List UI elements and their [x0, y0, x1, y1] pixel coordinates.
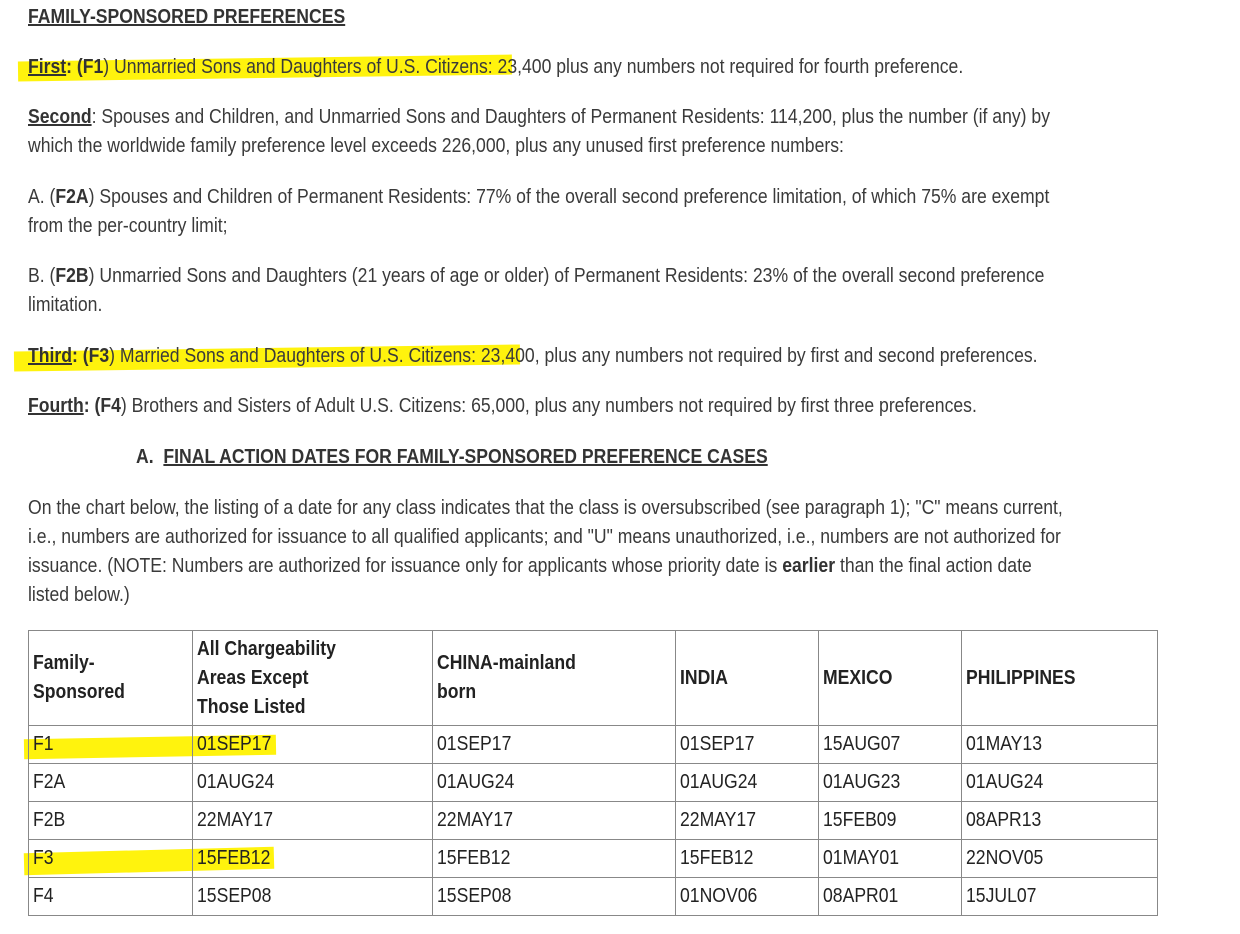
first-preference [28, 53, 963, 82]
table-cell-text: 01AUG24 [197, 771, 275, 793]
column-header-text: MEXICO [823, 666, 893, 689]
table-cell [29, 764, 193, 802]
table-cell-text: 08APR01 [823, 885, 899, 907]
third-code-open: : ( [72, 345, 89, 367]
page-heading: FAMILY-SPONSORED PREFERENCES [28, 6, 346, 28]
table-cell [193, 802, 433, 840]
column-header [962, 631, 1158, 726]
table-cell-text: 01SEP17 [197, 733, 272, 755]
table-cell-text: F3 [33, 847, 54, 869]
table-cell [676, 878, 819, 916]
table-cell-text: 15JUL07 [966, 885, 1037, 907]
column-header-text: Sponsored [33, 681, 125, 703]
table-cell [433, 840, 676, 878]
table-cell [29, 840, 193, 878]
first-code-open: : ( [66, 56, 83, 78]
table-cell [962, 878, 1158, 916]
second-line1: : Spouses and Children, and Unmarried Sons and Daughters of Permanent Residents: 114,200, plus the number (if any) by [91, 106, 1051, 128]
f2a-code: F2A [55, 186, 89, 208]
table-cell-text: 01SEP17 [680, 733, 755, 755]
column-header-text: INDIA [680, 666, 728, 689]
column-header-text: born [437, 681, 477, 703]
table-cell-text: 15SEP08 [437, 885, 512, 907]
table-row [29, 878, 1158, 916]
third-code: F3 [88, 345, 110, 367]
table-cell-text: 15FEB09 [823, 809, 897, 831]
intro-line3-bold: earlier [782, 555, 836, 577]
f2b-code: F2B [55, 265, 89, 287]
intro-line1: On the chart below, the listing of a date for any class indicates that the class is oversubscribed (see paragraph 1); "C" means current, [28, 497, 1063, 519]
table-cell-text: F4 [33, 885, 54, 907]
section-a-heading [136, 443, 768, 472]
table-cell-text: F2B [33, 809, 66, 831]
first-text-b: : 23,400 plus any numbers not required for fourth preference. [487, 56, 964, 78]
table-cell [29, 802, 193, 840]
second-preference-line2: which the worldwide family preference level exceeds 226,000, plus any unused first preference numbers: [28, 135, 844, 157]
table-cell [193, 840, 433, 878]
table-cell-text: 15SEP08 [197, 885, 272, 907]
table-cell-text: 01AUG24 [680, 771, 758, 793]
fourth-text: ) Brothers and Sisters of Adult U.S. Citizens: 65,000, plus any numbers not required by first three preferences. [120, 395, 977, 417]
table-cell [676, 764, 819, 802]
table-cell-text: 01MAY13 [966, 733, 1042, 755]
first-code: F1 [82, 56, 104, 78]
table-cell [193, 726, 433, 764]
table-cell [962, 726, 1158, 764]
column-header [676, 631, 819, 726]
column-header-text: All Chargeability [197, 637, 336, 660]
first-text-a: ) Unmarried Sons and Daughters of U.S. Citizens [103, 56, 488, 78]
column-header-text: Areas Except [197, 666, 309, 689]
intro-line4: listed below.) [28, 584, 130, 606]
table-cell [962, 840, 1158, 878]
section-a-letter: A. [136, 446, 154, 468]
f2a-line2: from the per-country limit; [28, 215, 228, 237]
table-cell [193, 878, 433, 916]
table-cell [962, 802, 1158, 840]
column-header-text: PHILIPPINES [966, 666, 1076, 689]
column-header-text: Those Listed [197, 695, 306, 718]
table-cell-text: 22NOV05 [966, 847, 1044, 869]
column-header-text: CHINA-mainland [437, 652, 576, 674]
column-header [819, 631, 962, 726]
f2a-text: ) Spouses and Children of Permanent Residents: 77% of the overall second preference limitation, of which 75% are exempt [88, 186, 1050, 208]
fourth-preference [28, 392, 977, 421]
table-cell-text: 22MAY17 [197, 809, 273, 831]
column-header [193, 631, 433, 726]
table-cell [819, 840, 962, 878]
table-row [29, 726, 1158, 764]
third-text-a: ) Married Sons and Daughters of U.S. Citizens: 2 [109, 345, 491, 367]
table-row [29, 840, 1158, 878]
f2b-text: ) Unmarried Sons and Daughters (21 years of age or older) of Permanent Residents: 23% of the overall second preference [88, 265, 1045, 287]
table-cell [819, 878, 962, 916]
table-cell [819, 726, 962, 764]
table-cell-text: F2A [33, 771, 66, 793]
third-preference [28, 342, 1038, 371]
fourth-code: F4 [100, 395, 121, 417]
table-cell-text: 01NOV06 [680, 885, 758, 907]
third-text-b: 3,400, plus any numbers not required by first and second preferences. [490, 345, 1038, 367]
table-cell-text: 01AUG24 [437, 771, 515, 793]
f2b-line1 [28, 262, 1044, 291]
table-cell-text: 01MAY01 [823, 847, 899, 869]
table-cell-text: 22MAY17 [437, 809, 513, 831]
table-cell [193, 764, 433, 802]
intro-line3-a: issuance. (NOTE: Numbers are authorized for issuance only for applicants whose priority date is [28, 555, 783, 577]
third-label: Third [28, 345, 72, 367]
column-header [433, 631, 676, 726]
f2b-line2: limitation. [28, 294, 103, 316]
table-cell-text: 15FEB12 [437, 847, 511, 869]
table-cell [29, 726, 193, 764]
table-header-row [29, 631, 1158, 726]
final-action-dates-table [28, 630, 1158, 916]
first-label: First [28, 56, 67, 78]
intro-line3 [28, 552, 1032, 581]
f2b-prefix: B. ( [28, 265, 56, 287]
intro-line3-b: than the final action date [835, 555, 1032, 577]
table-cell-text: 01SEP17 [437, 733, 512, 755]
table-cell [676, 840, 819, 878]
table-cell-text: F1 [33, 733, 54, 755]
f2a-prefix: A. ( [28, 186, 56, 208]
second-preference-line1 [28, 103, 1050, 132]
table-cell-text: 15AUG07 [823, 733, 901, 755]
second-label: Second [28, 106, 92, 128]
table-cell [433, 802, 676, 840]
table-row [29, 802, 1158, 840]
table-cell [433, 764, 676, 802]
fourth-code-open: : ( [83, 395, 101, 417]
section-a-title: FINAL ACTION DATES FOR FAMILY-SPONSORED PREFERENCE CASES [163, 446, 768, 468]
column-header-text: Family- [33, 652, 95, 674]
table-cell-text: 15FEB12 [197, 847, 271, 869]
table-cell [676, 802, 819, 840]
fourth-label: Fourth [28, 395, 84, 417]
table-cell [819, 802, 962, 840]
intro-line2: i.e., numbers are authorized for issuance to all qualified applicants; and "U" means unauthorized, i.e., numbers are not authorized for [28, 526, 1061, 548]
table-cell [433, 878, 676, 916]
table-cell [819, 764, 962, 802]
table-cell [962, 764, 1158, 802]
table-cell-text: 15FEB12 [680, 847, 754, 869]
table-row [29, 764, 1158, 802]
column-header [29, 631, 193, 726]
table-cell [29, 878, 193, 916]
f2a-line1 [28, 183, 1049, 212]
table-cell-text: 01AUG23 [823, 771, 901, 793]
table-cell-text: 22MAY17 [680, 809, 756, 831]
table-cell [433, 726, 676, 764]
table-cell-text: 08APR13 [966, 809, 1042, 831]
table-cell [676, 726, 819, 764]
table-cell-text: 01AUG24 [966, 771, 1044, 793]
